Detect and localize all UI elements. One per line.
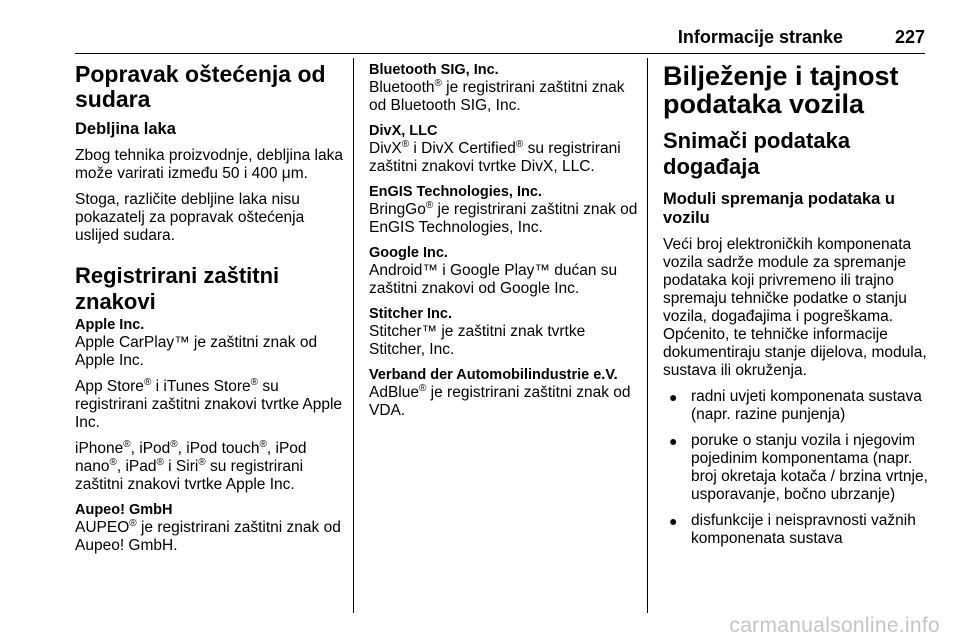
column-divider-2 <box>647 58 648 613</box>
section-title-collision-repair: Popravak oštećenja od sudara <box>75 61 326 112</box>
subsection-title-paint-thickness: Debljina laka <box>75 120 176 138</box>
trademark-owner-label: EnGIS Technologies, Inc. <box>369 184 542 200</box>
page-number: 227 <box>894 27 925 47</box>
bullet-icon: ● <box>669 433 678 449</box>
trademark-owner-label: Verband der Automobilindustrie e.V. <box>369 367 618 383</box>
paragraph: AUPEO® je registrirani zaštitni znak od Aupeo! GmbH. <box>75 518 341 554</box>
column-divider-1 <box>353 58 354 613</box>
list-item: ● poruke o stanju vozila i njegovim pojedinim komponentama (napr. broj okretaja kotača / brzina vrtnje, usporavanje, bočno ubrzanje) <box>669 432 928 503</box>
paragraph: Stitcher™ je zaštitni znak tvrtke Stitcher, Inc. <box>369 323 586 358</box>
paragraph: Android™ i Google Play™ dućan su zaštitni znakovi od Google Inc. <box>369 262 618 297</box>
bullet-list <box>663 388 933 548</box>
header-rule <box>75 53 925 54</box>
section-title-event-recorders: Snimači podataka događaja <box>663 128 851 179</box>
list-item: ● radni uvjeti komponenata sustava (napr. razine punjenja) <box>669 388 922 423</box>
paragraph: BringGo® je registrirani zaštitni znak od EnGIS Technologies, Inc. <box>369 200 638 236</box>
trademark-owner-label: Stitcher Inc. <box>369 306 452 322</box>
paragraph: AdBlue® je registrirani zaštitni znak od VDA. <box>369 383 631 419</box>
page-header <box>75 27 925 51</box>
paragraph: iPhone®, iPod®, iPod touch®, iPod nano®, iPad® i Siri® su registrirani zaštitni znakovi tvrtke Apple Inc. <box>75 439 307 493</box>
paragraph: Bluetooth® je registrirani zaštitni znak od Bluetooth SIG, Inc. <box>369 78 625 114</box>
paragraph: Apple CarPlay™ je zaštitni znak od Apple Inc. <box>75 334 318 369</box>
bullet-icon: ● <box>669 513 678 529</box>
paragraph: Zbog tehnika proizvodnje, debljina laka može varirati između 50 i 400 μm. <box>75 147 343 182</box>
section-title-trademarks: Registrirani zaštitni znakovi <box>75 263 280 314</box>
trademark-owner-label: Aupeo! GmbH <box>75 502 173 518</box>
trademark-owner-label: Apple Inc. <box>75 317 145 333</box>
paragraph: Veći broj elektroničkih komponenata vozila sadrže module za spremanje podataka koji privremeno ili trajno spremaju tehničke podatke o stanju vozila, događajima i pogreškama. Općenito, te tehničke informacije dokumentiraju stanje dijelova, modula, sustava ili okruženja. <box>663 236 927 379</box>
list-item: ● disfunkcije i neispravnosti važnih komponenata sustava <box>669 512 916 547</box>
watermark: carmanualsonline.info <box>729 614 940 637</box>
trademark-owner-label: Bluetooth SIG, Inc. <box>369 62 499 78</box>
paragraph: App Store® i iTunes Store® su registrirani zaštitni znakovi tvrtke Apple Inc. <box>75 377 343 431</box>
bullet-icon: ● <box>669 389 678 405</box>
trademark-owner-label: Google Inc. <box>369 245 448 261</box>
column-1 <box>75 62 350 555</box>
column-2 <box>369 62 639 420</box>
header-title: Informacije stranke <box>677 27 843 47</box>
column-3 <box>663 62 933 556</box>
section-title-data-recording: Bilježenje i tajnost podataka vozila <box>663 61 899 119</box>
trademark-owner-label: DivX, LLC <box>369 123 438 139</box>
subsection-title-storage-modules: Moduli spremanja podataka u vozilu <box>663 190 895 227</box>
paragraph: Stoga, različite debljine laka nisu pokazatelj za popravak oštećenja uslijed sudara. <box>75 191 305 244</box>
paragraph: DivX® i DivX Certified® su registrirani zaštitni znakovi tvrtke DivX, LLC. <box>369 139 621 175</box>
